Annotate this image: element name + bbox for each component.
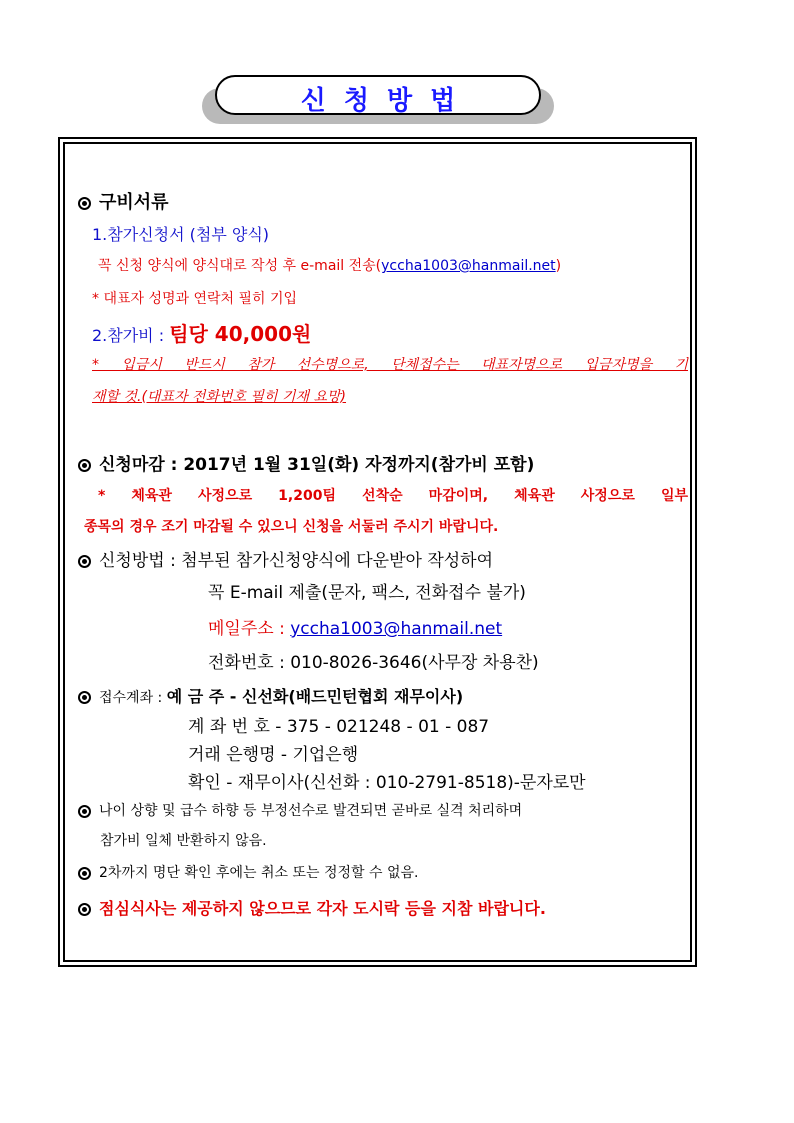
docs-heading: 구비서류 (78, 188, 169, 214)
method-line2: 꼭 E-mail 제출(문자, 팩스, 전화접수 불가) (208, 583, 526, 603)
docs-item1-note2: * 대표자 성명과 연락처 필히 기입 (92, 291, 298, 307)
method-line1: 신청방법 : 첨부된 참가신청양식에 다운받아 작성하여 (78, 546, 493, 571)
bullet-icon (78, 867, 91, 880)
bullet-icon (78, 555, 91, 568)
bullet-icon (78, 459, 91, 472)
rule2: 2차까지 명단 확인 후에는 취소 또는 정정할 수 없음. (78, 862, 418, 882)
email-link[interactable]: yccha1003@hanmail.net (381, 258, 556, 274)
rule3: 점심식사는 제공하지 않으므로 각자 도시락 등을 지참 바랍니다. (78, 896, 546, 919)
method-phone: 전화번호 : 010-8026-3646(사무장 차용찬) (208, 653, 539, 673)
bullet-icon (78, 903, 91, 916)
title-banner (215, 75, 541, 115)
docs-note-line1: * 입금시 반드시 참가 선수명으로, 단체접수는 대표자명으로 입금자명을 기 (92, 357, 688, 373)
account-holder-line: 접수계좌 : 예 금 주 - 신선화(배드민턴협회 재무이사) (78, 684, 463, 707)
docs-item2: 2.참가비 : 팀당 40,000원 (92, 322, 312, 346)
docs-note-line2: 재할 것.(대표자 전화번호 필히 기재 요망) (92, 389, 347, 405)
rule1-line2: 참가비 일체 반환하지 않음. (100, 833, 267, 849)
deadline: 신청마감 : 2017년 1월 31일(화) 자정까지(참가비 포함) (78, 450, 534, 475)
rule1-line1: 나이 상향 및 급수 하향 등 부정선수로 발견되면 곧바로 실격 처리하며 (78, 800, 522, 820)
bullet-icon (78, 691, 91, 704)
method-mail: 메일주소 : yccha1003@hanmail.net (208, 619, 503, 639)
account-number: 계 좌 번 호 - 375 - 021248 - 01 - 087 (188, 717, 490, 737)
account-confirm: 확인 - 재무이사(신선화 : 010-2791-8518)-문자로만 (188, 773, 586, 793)
bullet-icon (78, 197, 91, 210)
docs-item1: 1.참가신청서 (첨부 양식) (92, 225, 270, 244)
bullet-icon (78, 805, 91, 818)
deadline-note-line2: 종목의 경우 조기 마감될 수 있으니 신청을 서둘러 주시기 바랍니다. (84, 519, 499, 535)
page-title: 신청방법 (300, 86, 474, 116)
account-bank: 거래 은행명 - 기업은행 (188, 745, 359, 765)
mail-address-link[interactable]: yccha1003@hanmail.net (290, 619, 503, 639)
deadline-note-line1: * 체육관 사정으로 1,200팀 선착순 마감이며, 체육관 사정으로 일부 (98, 488, 688, 504)
docs-item1-note: 꼭 신청 양식에 양식대로 작성 후 e-mail 전송(yccha1003@hanmail.net) (98, 258, 562, 274)
